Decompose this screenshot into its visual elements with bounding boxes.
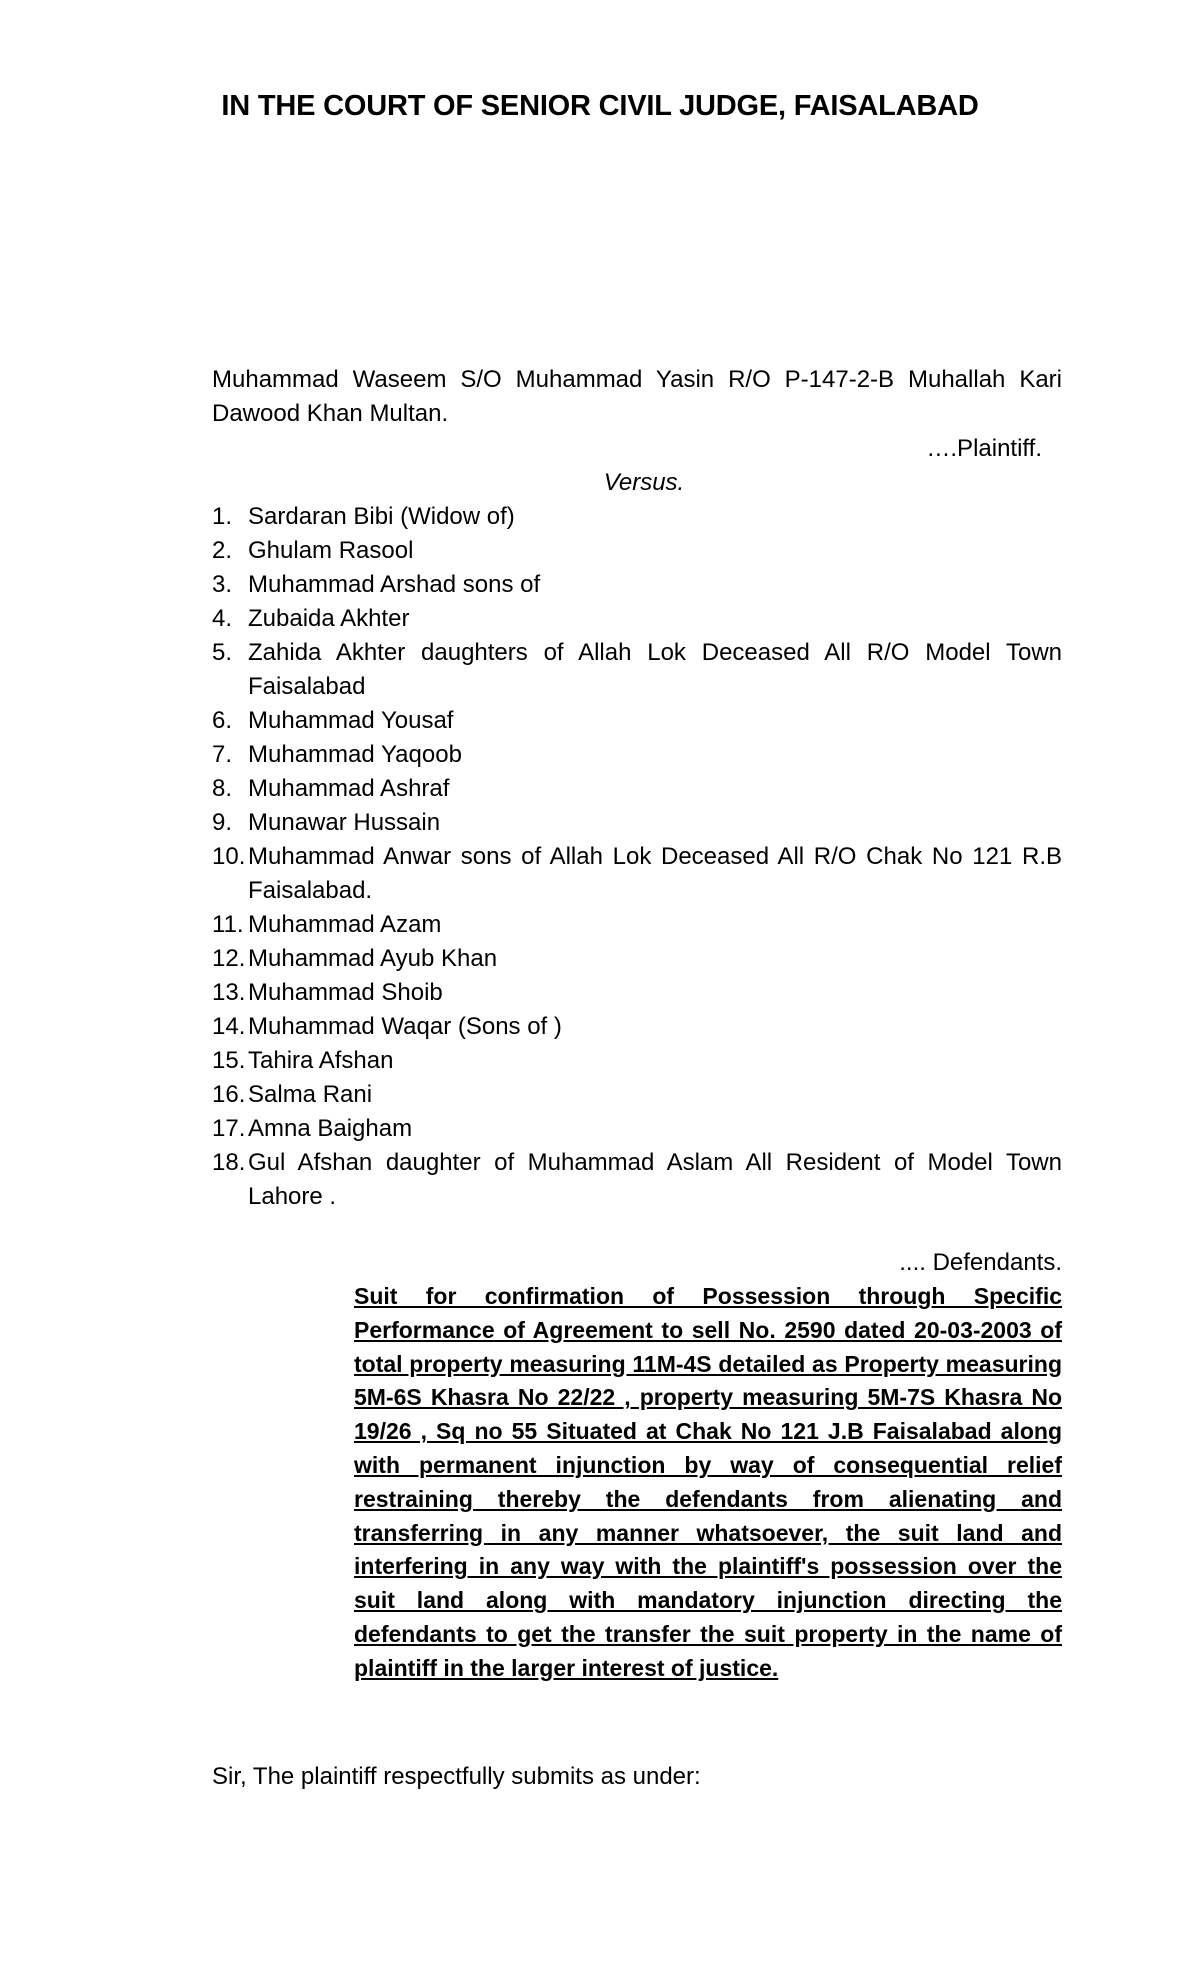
defendant-name: Muhammad Arshad sons of xyxy=(248,571,541,598)
defendant-name: Muhammad Yaqoob xyxy=(248,741,462,768)
defendants-list xyxy=(212,500,1062,1214)
defendant-number: 3. xyxy=(212,571,233,598)
defendant-name: Ghulam Rasool xyxy=(248,537,414,564)
defendant-number: 8. xyxy=(212,775,233,802)
defendant-item xyxy=(212,534,1062,568)
defendant-name: Gul Afshan daughter of Muhammad Aslam All Resident of Model Town Lahore . xyxy=(248,1149,1062,1210)
defendant-name: Muhammad Azam xyxy=(248,911,442,938)
versus-label: Versus. xyxy=(603,469,685,496)
defendant-name: Zubaida Akhter xyxy=(248,605,410,632)
defendant-item xyxy=(212,1044,1062,1078)
suit-title: Suit for confirmation of Possession through Specific Performance of Agreement to sell No. 2590 dated 20-03-2003 of total property measuring 11M-4S detailed as Property measuring 5M-6S Khasra No 22/22 , property measuring 5M-7S Khasra No 19/26 , Sq no 55 Situated at Chak No 121 J.B Faisalabad along with permanent injunction by way of consequential relief restraining thereby the defendants from alienating and transferring in any manner whatsoever, the suit land and interfering in any way with the plaintiff's possession over the suit land along with mandatory injunction directing the defendants to get the transfer the suit property in the name of plaintiff in the larger interest of justice. xyxy=(354,1283,1062,1681)
defendant-name: Tahira Afshan xyxy=(248,1047,394,1074)
defendant-name: Salma Rani xyxy=(248,1081,373,1108)
defendant-item xyxy=(212,636,1062,704)
defendant-item xyxy=(212,1146,1062,1214)
defendant-number: 1. xyxy=(212,503,233,530)
plaintiff-details: Muhammad Waseem S/O Muhammad Yasin R/O P-147-2-B Muhallah Kari Dawood Khan Multan. xyxy=(212,366,1062,427)
defendant-item xyxy=(212,942,1062,976)
defendant-number: 10. xyxy=(212,843,246,870)
defendant-item xyxy=(212,908,1062,942)
defendant-number: 13. xyxy=(212,979,246,1006)
defendant-name: Zahida Akhter daughters of Allah Lok Deceased All R/O Model Town Faisalabad xyxy=(248,639,1062,700)
defendant-item xyxy=(212,1010,1062,1044)
defendant-name: Muhammad Anwar sons of Allah Lok Deceased All R/O Chak No 121 R.B Faisalabad. xyxy=(248,843,1062,904)
defendant-number: 14. xyxy=(212,1013,246,1040)
plaintiff-label: ….Plaintiff. xyxy=(926,435,1042,462)
court-title: IN THE COURT OF SENIOR CIVIL JUDGE, FAISALABAD xyxy=(221,90,979,122)
defendant-item xyxy=(212,602,1062,636)
defendant-number: 4. xyxy=(212,605,233,632)
defendant-item xyxy=(212,704,1062,738)
defendant-number: 15. xyxy=(212,1047,246,1074)
defendant-number: 17. xyxy=(212,1115,246,1142)
defendants-label: .... Defendants. xyxy=(899,1249,1062,1276)
defendant-number: 6. xyxy=(212,707,233,734)
defendant-number: 11. xyxy=(212,911,244,938)
defendant-name: Muhammad Waqar (Sons of ) xyxy=(248,1013,562,1040)
defendant-number: 5. xyxy=(212,639,233,666)
defendant-name: Muhammad Yousaf xyxy=(248,707,454,734)
defendant-number: 12. xyxy=(212,945,246,972)
defendant-number: 18. xyxy=(212,1149,246,1176)
defendant-name: Sardaran Bibi (Widow of) xyxy=(248,503,515,530)
defendant-item xyxy=(212,840,1062,908)
defendant-name: Muhammad Ashraf xyxy=(248,775,450,802)
defendant-item xyxy=(212,1112,1062,1146)
defendant-number: 7. xyxy=(212,741,233,768)
defendant-number: 2. xyxy=(212,537,233,564)
defendant-item xyxy=(212,772,1062,806)
defendant-item xyxy=(212,568,1062,602)
closing-salutation: Sir, The plaintiff respectfully submits as under: xyxy=(212,1763,701,1790)
defendant-name: Muhammad Ayub Khan xyxy=(248,945,498,972)
defendant-item xyxy=(212,1078,1062,1112)
defendant-item xyxy=(212,806,1062,840)
defendant-item xyxy=(212,976,1062,1010)
defendant-name: Amna Baigham xyxy=(248,1115,413,1142)
defendant-number: 16. xyxy=(212,1081,246,1108)
defendant-item xyxy=(212,738,1062,772)
defendant-name: Muhammad Shoib xyxy=(248,979,443,1006)
defendant-number: 9. xyxy=(212,809,233,836)
defendant-name: Munawar Hussain xyxy=(248,809,441,836)
defendant-item xyxy=(212,500,1062,534)
